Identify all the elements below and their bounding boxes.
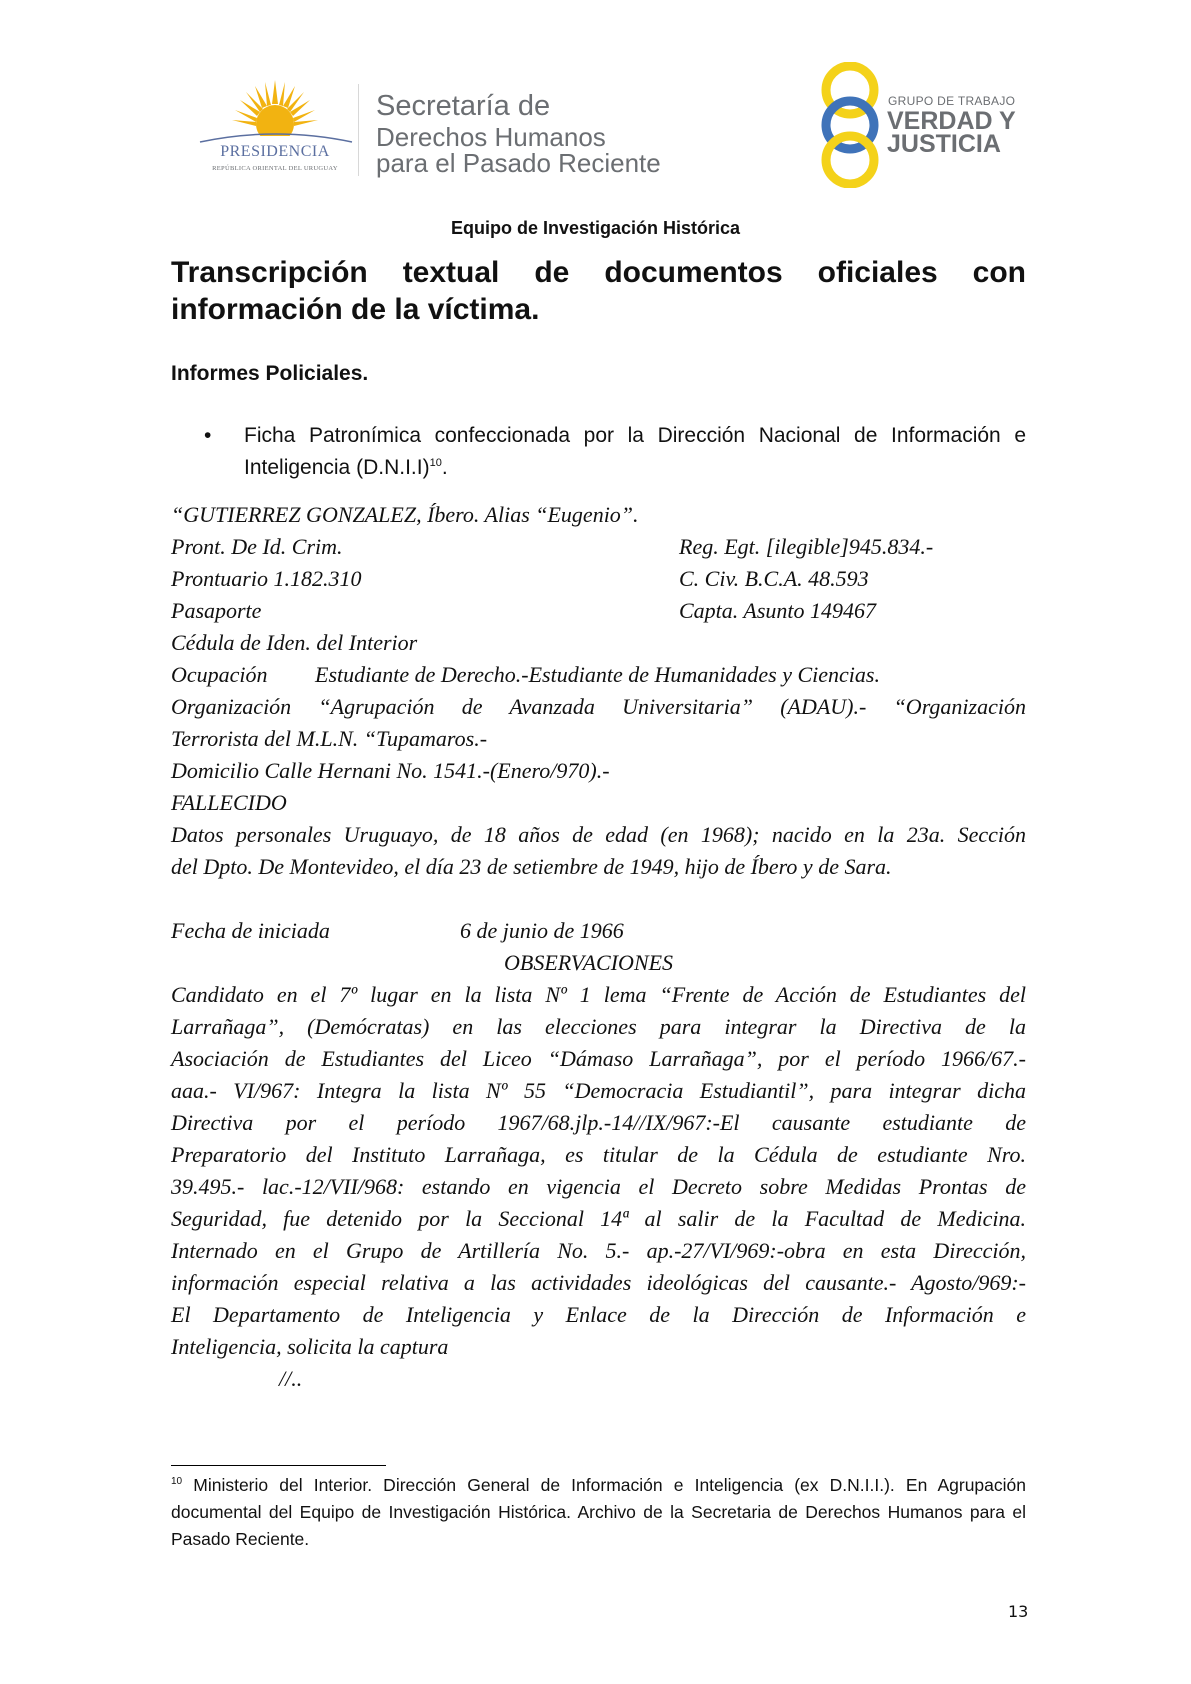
footnote-number: 10 — [171, 1476, 183, 1488]
section-heading: Informes Policiales. — [171, 362, 369, 385]
presidencia-label: PRESIDENCIA — [220, 143, 330, 160]
bullet-text: Ficha Patronímica confeccionada por la Dirección Nacional de Información e Inteligencia (D.N.I.I) — [244, 424, 1026, 479]
presidencia-arc — [196, 128, 356, 144]
record-left-3: Pasaporte — [171, 598, 262, 623]
obs-line: Internado en el Grupo de Artillería No. 5.- ap.-27/VI/969:-obra en esta Dirección, — [171, 1238, 1026, 1263]
record-datos-1: Datos personales Uruguayo, de 18 años de edad (en 1968); nacido en la 23a. Sección — [171, 822, 1026, 847]
secretaria-line2: Derechos Humanos — [376, 122, 606, 152]
record-datos-2: del Dpto. De Montevideo, el día 23 de setiembre de 1949, hijo de Íbero y de Sara. — [171, 854, 892, 879]
record-name: “GUTIERREZ GONZALEZ, Íbero. Alias “Eugenio”. — [171, 502, 639, 527]
record-ocupacion-label: Ocupación — [171, 662, 268, 687]
obs-line: Directiva por el período 1967/68.jlp.-14//IX/967:-El causante estudiante de — [171, 1110, 1026, 1135]
verdad-justicia-rings-logo — [812, 62, 888, 188]
team-heading: Equipo de Investigación Histórica — [450, 218, 741, 238]
footnote-ref[interactable]: 10 — [429, 457, 442, 469]
obs-line: Larrañaga”, (Demócratas) en las elecciones para integrar la Directiva de la — [171, 1014, 1026, 1039]
obs-line: Candidato en el 7º lugar en la lista Nº 1 lema “Frente de Acción de Estudiantes del — [171, 982, 1026, 1007]
header-divider — [358, 84, 359, 176]
obs-line: Preparatorio del Instituto Larrañaga, es titular de la Cédula de estudiante Nro. — [171, 1142, 1026, 1167]
obs-last-line: Inteligencia, solicita la captura — [171, 1334, 449, 1359]
record-fecha-label: Fecha de iniciada — [171, 918, 330, 943]
bullet-item — [244, 420, 1026, 484]
footnote-rule — [171, 1465, 386, 1466]
record-right-3: Capta. Asunto 149467 — [679, 598, 877, 623]
presidencia-sublabel: REPÚBLICA ORIENTAL DEL URUGUAY — [212, 165, 338, 172]
secretaria-line1: Secretaría de — [376, 90, 551, 122]
bullet-marker: • — [204, 424, 212, 447]
record-ocupacion-value: Estudiante de Derecho.-Estudiante de Humanidades y Ciencias. — [315, 662, 880, 687]
continuation-mark: //.. — [279, 1366, 303, 1391]
record-left-2: Prontuario 1.182.310 — [171, 566, 362, 591]
record-right-2: C. Civ. B.C.A. 48.593 — [679, 566, 869, 591]
bullet-end: . — [441, 456, 448, 479]
obs-line: Seguridad, fue detenido por la Seccional 14ª al salir de la Facultad de Medicina. — [171, 1206, 1026, 1231]
grupo-trabajo-label: GRUPO DE TRABAJO — [888, 94, 1016, 108]
record-left-1: Pront. De Id. Crim. — [171, 534, 343, 559]
justicia-label: JUSTICIA — [887, 130, 1001, 158]
document-title: Transcripción textual de documentos oficiales con información de la víctima. — [171, 256, 1026, 326]
obs-line: aaa.- VI/967: Integra la lista Nº 55 “Democracia Estudiantil”, para integrar dicha — [171, 1078, 1026, 1103]
record-fallecido: FALLECIDO — [171, 790, 287, 815]
obs-line: Asociación de Estudiantes del Liceo “Dámaso Larrañaga”, por el período 1966/67.- — [171, 1046, 1026, 1071]
footnote — [171, 1472, 1026, 1553]
page-number: 13 — [1008, 1602, 1029, 1621]
obs-line: información especial relativa a las actividades ideológicas del causante.- Agosto/969:- — [171, 1270, 1026, 1295]
verdad-label: VERDAD Y — [887, 107, 1016, 135]
obs-line: El Departamento de Inteligencia y Enlace de la Dirección de Información e — [171, 1302, 1026, 1327]
record-right-1: Reg. Egt. [ilegible]945.834.- — [679, 534, 934, 559]
secretaria-line3: para el Pasado Reciente — [376, 148, 661, 178]
record-organizacion-1: Organización “Agrupación de Avanzada Universitaria” (ADAU).- “Organización — [171, 694, 1026, 719]
obs-line: 39.495.- lac.-12/VII/968: estando en vigencia el Decreto sobre Medidas Prontas de — [171, 1174, 1026, 1199]
record-cedula: Cédula de Iden. del Interior — [171, 630, 418, 655]
record-fecha-value: 6 de junio de 1966 — [460, 918, 624, 943]
record-organizacion-2: Terrorista del M.L.N. “Tupamaros.- — [171, 726, 488, 751]
record-domicilio: Domicilio Calle Hernani No. 1541.-(Enero/970).- — [171, 758, 610, 783]
observaciones-heading: OBSERVACIONES — [504, 950, 674, 975]
footnote-text: Ministerio del Interior. Dirección General de Información e Inteligencia (ex D.N.I.I.). En Agrupación documental del Equipo de Investigación Histórica. Archivo de la Secretaria de Derechos Humanos para el Pasado Reciente. — [171, 1475, 1026, 1549]
